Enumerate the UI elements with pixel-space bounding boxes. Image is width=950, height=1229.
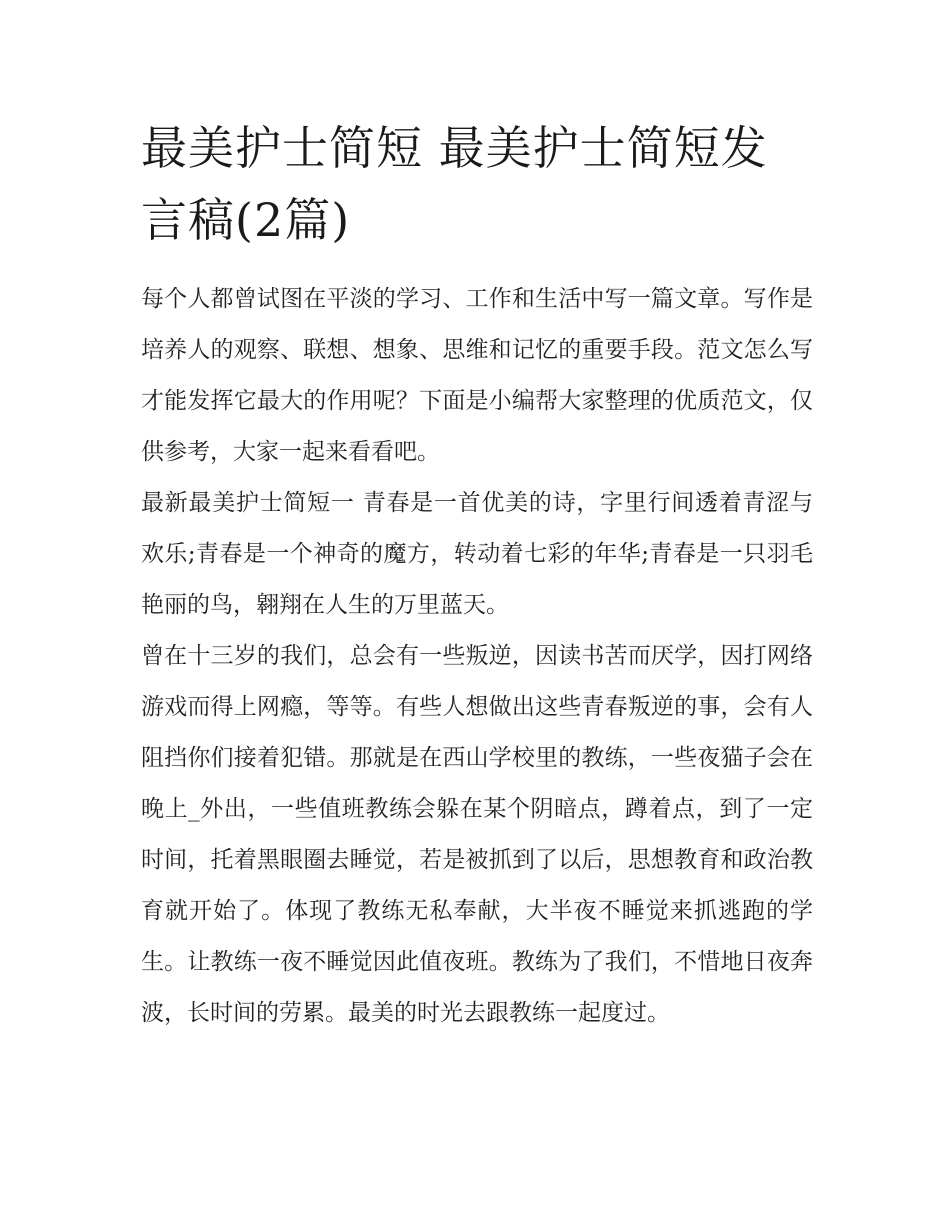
paragraph-youth-poem: 最新最美护士简短一 青春是一首优美的诗，字里行间透着青涩与欢乐;青春是一个神奇的魔方，转动着七彩的年华;青春是一只羽毛艳丽的鸟，翱翔在人生的万里蓝天。 <box>141 490 813 618</box>
paragraph-coach-story: 曾在十三岁的我们，总会有一些叛逆，因读书苦而厌学，因打网络游戏而得上网瘾，等等。有些人想做出这些青春叛逆的事，会有人阻挡你们接着犯错。那就是在西山学校里的教练，一些夜猫子会在晚上_外出，一些值班教练会躲在某个阴暗点，蹲着点，到了一定时间，托着黑眼圈去睡觉，若是被抓到了以后，思想教育和政治教育就开始了。体现了教练无私奉献，大半夜不睡觉来抓逃跑的学生。让教练一夜不睡觉因此值夜班。教练为了我们，不惜地日夜奔波，长时间的劳累。最美的时光去跟教练一起度过。 <box>141 643 813 1026</box>
document-body <box>141 112 813 1039</box>
paragraph-intro: 每个人都曾试图在平淡的学习、工作和生活中写一篇文章。写作是培养人的观察、联想、想象、思维和记忆的重要手段。范文怎么写才能发挥它最大的作用呢？下面是小编帮大家整理的优质范文，仅供参考，大家一起来看看吧。 <box>141 286 813 465</box>
document-title: 最美护士简短 最美护士简短发言稿(2篇) <box>141 121 768 247</box>
